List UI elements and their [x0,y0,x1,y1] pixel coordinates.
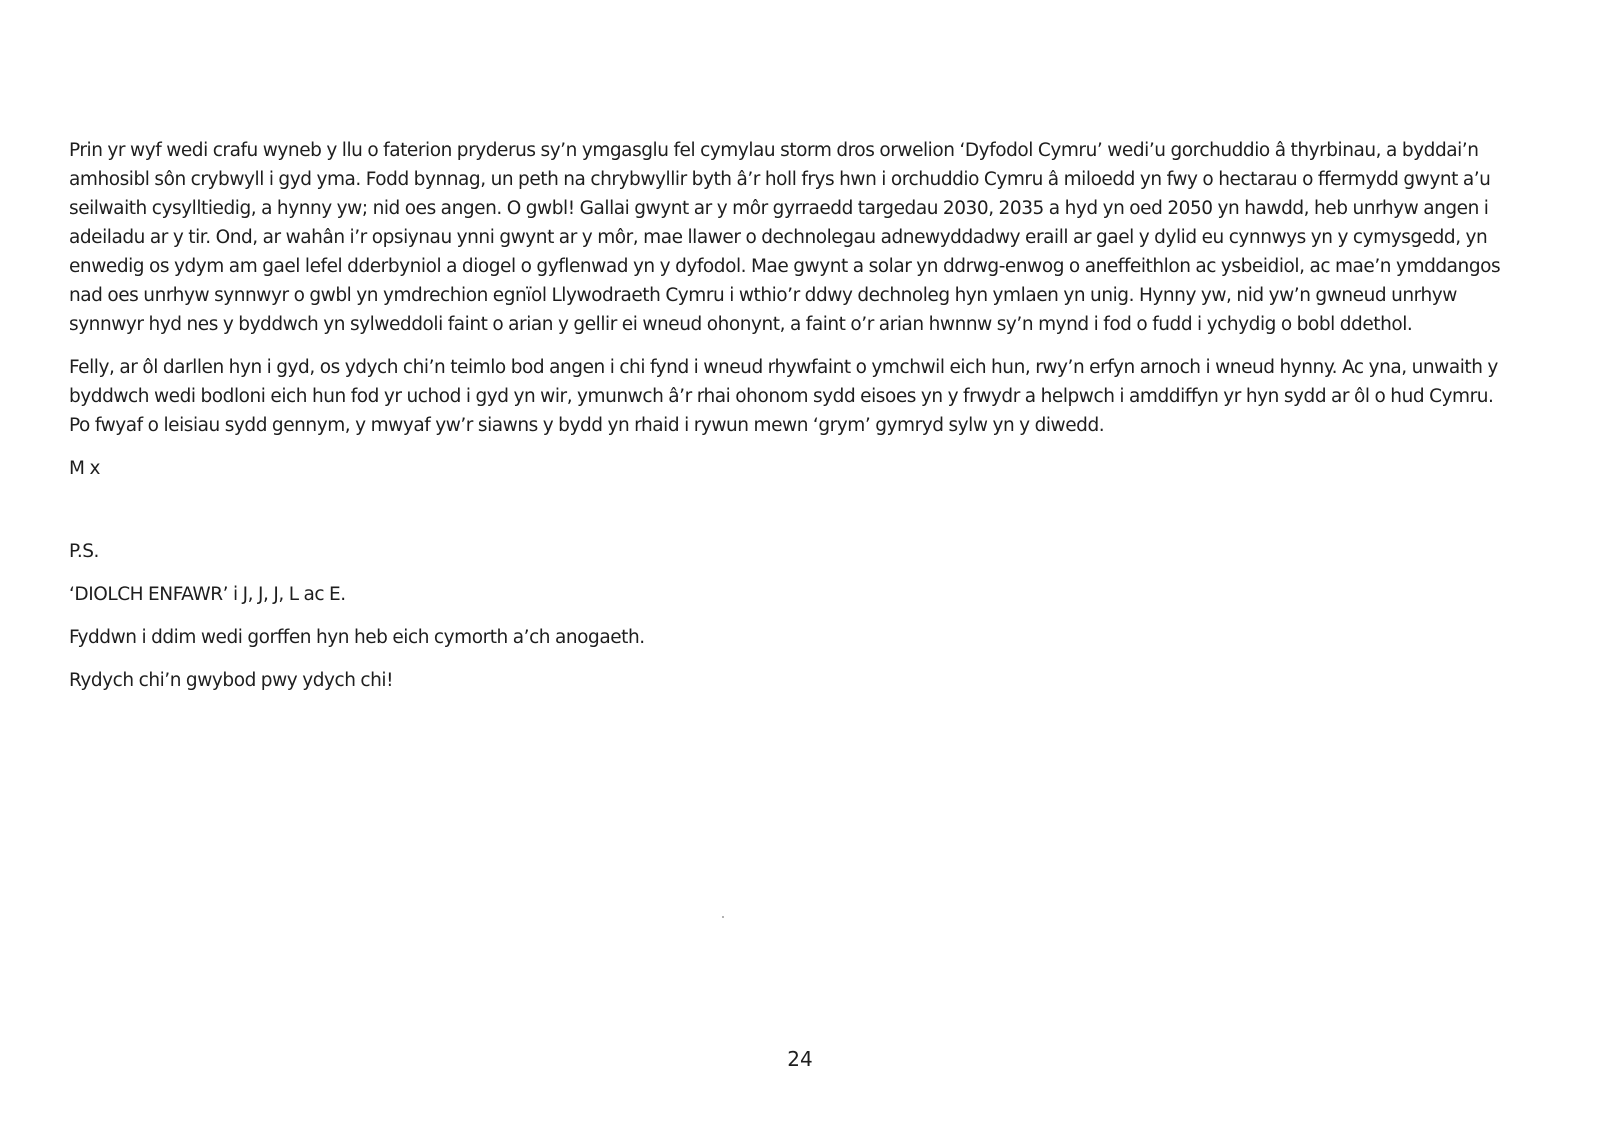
scan-speck [722,916,724,918]
postscript-line-1: ‘DIOLCH ENFAWR’ i J, J, J, L ac E. [69,584,346,605]
postscript-label: P.S. [69,541,99,562]
postscript-line-3: Rydych chi’n gwybod pwy ydych chi! [69,670,394,691]
spacer [69,497,1501,537]
signoff: M x [69,458,100,479]
paragraph-1: Prin yr wyf wedi crafu wyneb y llu o faterion pryderus sy’n ymgasglu fel cymylau storm dros orwelion ‘Dyfodol Cymru’ wedi’u gorchuddio â thyrbinau, a byddai’n amhosibl sôn crybwyll i gyd yma. Fodd bynnag, un peth na chrybwyllir byth â’r holl frys hwn i orchuddio Cymru â miloedd yn fwy o hectarau o ffermydd gwynt a’u seilwaith cysylltiedig, a hynny yw; nid oes angen. O gwbl! Gallai gwynt ar y môr gyrraedd targedau 2030, 2035 a hyd yn oed 2050 yn hawdd, heb unrhyw angen i adeiladu ar y tir. Ond, ar wahân i’r opsiynau ynni gwynt ar y môr, mae llawer o dechnolegau adnewyddadwy eraill ar gael y dylid eu cynnwys yn y cymysgedd, yn enwedig os ydym am gael lefel dderbyniol a diogel o gyflenwad yn y dyfodol. Mae gwynt a solar yn ddrwg-enwog o aneffeithlon ac ysbeidiol, ac mae’n ymddangos nad oes unrhyw synnwyr o gwbl yn ymdrechion egnïol Llywodraeth Cymru i wthio’r ddwy dechnoleg hyn ymlaen yn unig. Hynny yw, nid yw’n gwneud unrhyw synnwyr hyd nes y byddwch yn sylweddoli faint o arian y gellir ei wneud ohonynt, a faint o’r arian hwnnw sy’n mynd i fod o fudd i ychydig o bobl ddethol. [69,140,1501,335]
body-text [69,136,1501,709]
page-number: 24 [787,1047,813,1071]
paragraph-2: Felly, ar ôl darllen hyn i gyd, os ydych chi’n teimlo bod angen i chi fynd i wneud rhywfaint o ymchwil eich hun, rwy’n erfyn arnoch i wneud hynny. Ac yna, unwaith y byddwch wedi bodloni eich hun fod yr uchod i gyd yn wir, ymunwch â’r rhai ohonom sydd eisoes yn y frwydr a helpwch i amddiffyn yr hyn sydd ar ôl o hud Cymru. Po fwyaf o leisiau sydd gennym, y mwyaf yw’r siawns y bydd yn rhaid i rywun mewn ‘grym’ gymryd sylw yn y diwedd. [69,357,1498,436]
postscript-line-2: Fyddwn i ddim wedi gorffen hyn heb eich cymorth a’ch anogaeth. [69,627,645,648]
